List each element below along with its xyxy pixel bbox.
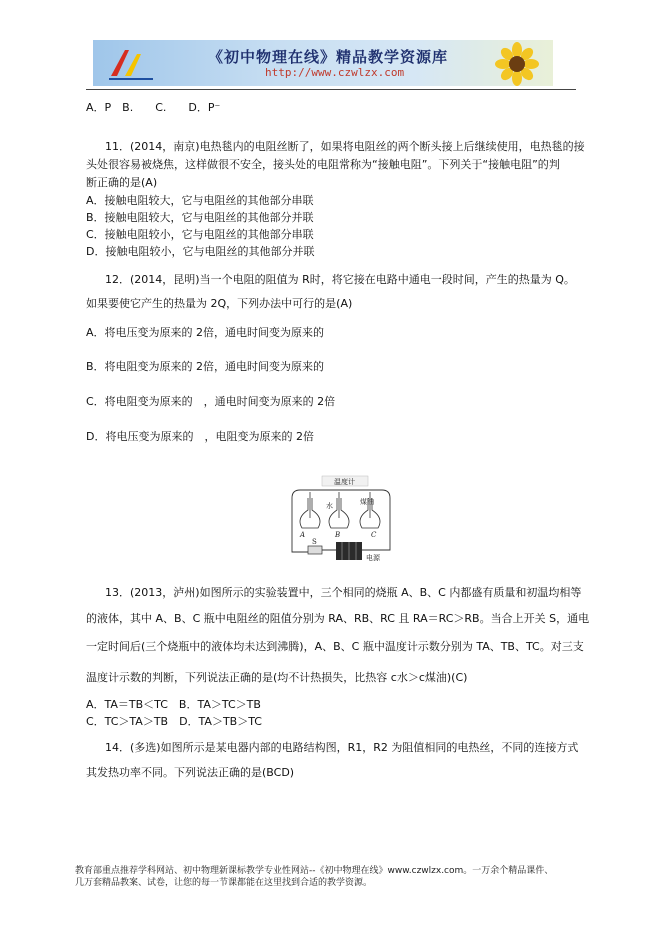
q12-stem-line1: 12．(2014，昆明)当一个电阻的阻值为 R时，将它接在电路中通电一段时间，产生的热量为 Q。: [105, 273, 575, 286]
q11-option-c: C．接触电阻较小，它与电阻丝的其他部分串联: [86, 228, 314, 241]
label-switch: S: [312, 538, 317, 546]
q14-stem-line1: 14．(多选)如图所示是某电器内部的电路结构图，R1，R2 为阻值相同的电热丝，不同的连接方式: [105, 741, 579, 754]
q11-stem-line2: 头处很容易被烧焦，这样做很不安全，接头处的电阻常称为“接触电阻”。下列关于“接触电阻”的判: [86, 158, 560, 171]
page-footer: [75, 865, 553, 889]
flask-a: [300, 492, 320, 528]
q13-stem-line1: 13．(2013，泸州)如图所示的实验装置中，三个相同的烧瓶 A、B、C 内都盛有质量和初温均相等: [105, 586, 582, 599]
q13-stem-line4: 温度计示数的判断，下列说法正确的是(均不计热损失，比热容 c水＞c煤油)(C): [86, 671, 468, 684]
flask-b: [329, 492, 349, 528]
q13-options-cd: C．TC＞TA＞TB D．TA＞TB＞TC: [86, 715, 262, 728]
q11-stem-line3: 断正确的是(A): [86, 176, 158, 189]
switch-icon: [308, 546, 322, 554]
label-thermometer: 温度计: [334, 478, 355, 486]
label-flask-b: B: [335, 531, 341, 539]
banner-title: 《初中物理在线》精品教学资源库: [208, 48, 449, 66]
footer-line1: 教育部重点推荐学科网站、初中物理新课标教学专业性网站--《初中物理在线》www.czwlzx.com。一万余个精品课件、: [75, 866, 554, 876]
sunflower-icon: [487, 42, 547, 86]
header-rule: [86, 89, 576, 90]
label-kerosene: 煤油: [360, 498, 374, 506]
q12-option-d: D．将电压变为原来的 ，电阻变为原来的 2倍: [86, 430, 314, 443]
q12-stem-line2: 如果要使它产生的热量为 2Q，下列办法中可行的是(A): [86, 297, 353, 310]
q13-stem-line2: 的液体，其中 A、B、C 瓶中电阻丝的阻值分别为 RA、RB、RC 且 RA＝RC＞RB。当合上开关 S，通电: [86, 612, 590, 625]
footer-line2: 几万套精品教案、试卷，让您的每一节课都能在这里找到合适的教学资源。: [75, 878, 373, 888]
label-flask-c: C: [371, 531, 377, 539]
q11-option-a: A．接触电阻较大，它与电阻丝的其他部分串联: [86, 194, 314, 207]
label-flask-a: A: [300, 531, 306, 539]
q11-option-b: B．接触电阻较大，它与电阻丝的其他部分并联: [86, 211, 314, 224]
header-banner: [93, 40, 553, 86]
q12-option-b: B．将电阻变为原来的 2倍，通电时间变为原来的: [86, 360, 325, 373]
q14-stem-line2: 其发热功率不同。下列说法正确的是(BCD): [86, 766, 295, 779]
q12-option-a: A．将电压变为原来的 2倍，通电时间变为原来的: [86, 326, 325, 339]
experiment-apparatus-figure: [286, 474, 396, 564]
label-water: 水: [326, 502, 333, 510]
q11-option-d: D．接触电阻较小，它与电阻丝的其他部分并联: [86, 245, 315, 258]
q11-stem-line1: 11．(2014，南京)电热毯内的电阻丝断了，如果将电阻丝的两个断头接上后继续使用，电热毯的接: [105, 140, 585, 153]
site-logo-icon: [107, 46, 155, 82]
q12-option-c: C．将电阻变为原来的 ，通电时间变为原来的 2倍: [86, 395, 336, 408]
banner-url[interactable]: http://www.czwlzx.com: [265, 66, 405, 79]
q13-options-ab: A．TA＝TB＜TC B．TA＞TC＞TB: [86, 698, 261, 711]
previous-question-options: A．P B. C. D．P⁻: [86, 101, 221, 114]
q13-stem-line3: 一定时间后(三个烧瓶中的液体均未达到沸腾)，A、B、C 瓶中温度计示数分别为 TA、TB、TC。对三支: [86, 640, 584, 653]
label-power: 电源: [366, 554, 380, 562]
